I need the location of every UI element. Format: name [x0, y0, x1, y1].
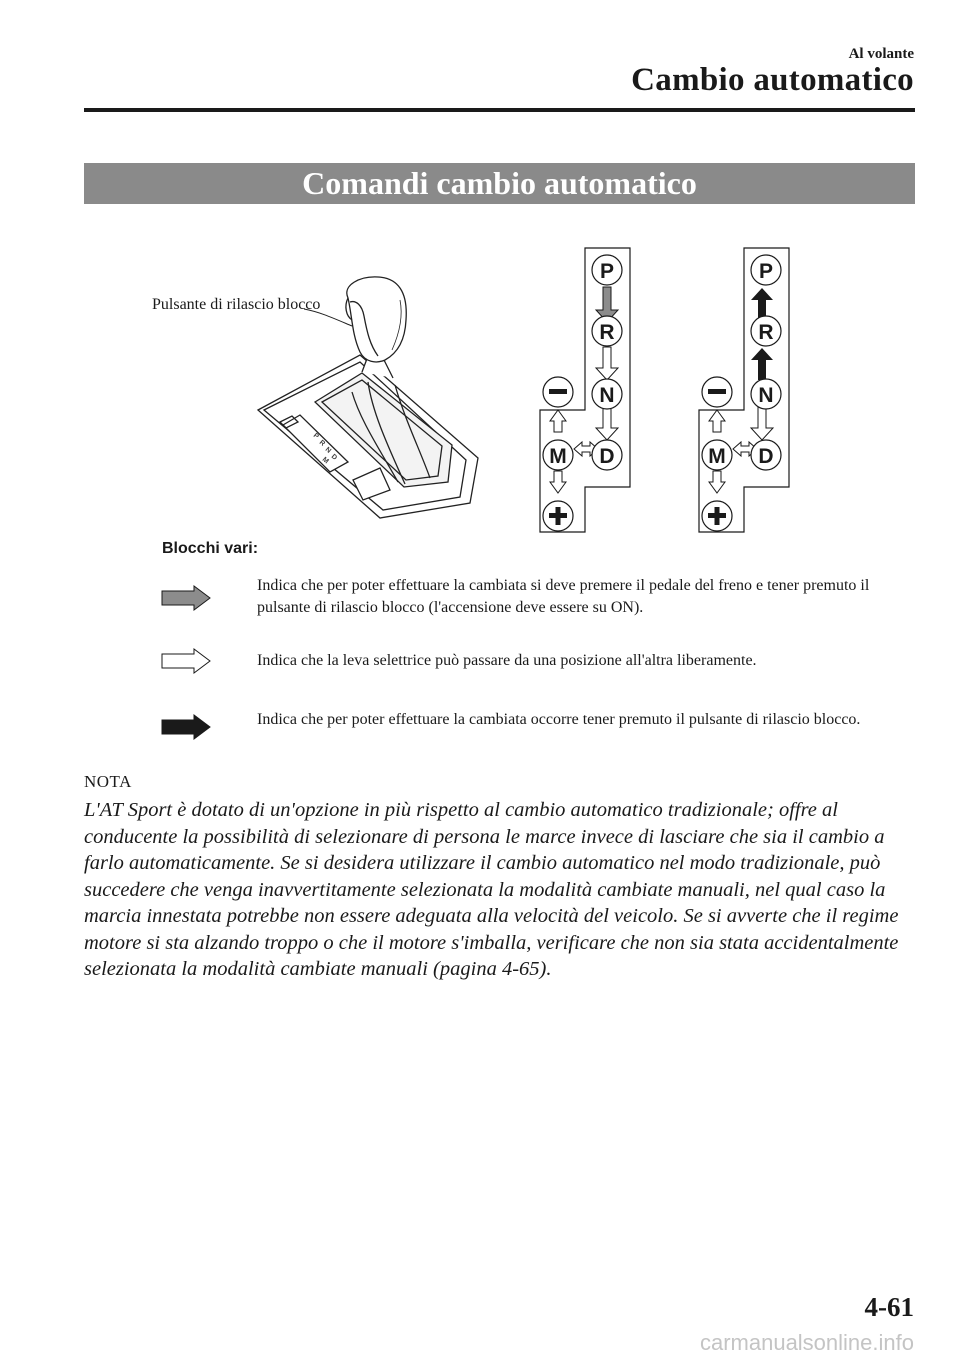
section-banner: Comandi cambio automatico [84, 163, 915, 204]
note-title: NOTA [84, 772, 132, 791]
white-arrow-icon [160, 647, 212, 675]
release-button-callout: Pulsante di rilascio blocco [152, 296, 321, 313]
gate1-label-m: M [549, 445, 567, 468]
black-arrow-icon [160, 713, 212, 741]
black-lock-arrow-2 [751, 348, 773, 380]
header-title: Cambio automatico [631, 62, 914, 98]
black-lock-arrow-1 [751, 288, 773, 320]
note-body: L'AT Sport è dotato di un'opzione in più rispetto al cambio automatico tradizionale; offre al conducente la possibilità di selezionare di persona le marce invece di lasciare che sia il cambio a farlo automaticamente. Se si desidera utilizzare il cambio automatico nel modo tradizionale, può succedere che venga inavvertitamente selezionata la modalità cambiate manuali, nel qual caso la marcia innestata potrebbe non essere adeguata alla velocità del veicolo. Se si avverte che il regime motore si sta alzando troppo o che il motore s'imballa, verificare che non sia stata accidentalmente selezionata la modalità cambiate manuali (pagina 4-65). [84, 799, 899, 980]
gate1-minus-icon [549, 389, 567, 394]
gate2-label-m: M [708, 445, 726, 468]
watermark: carmanualsonline.info [699, 1330, 914, 1355]
header-section: Al volante [848, 46, 914, 62]
gate1-label-d: D [599, 445, 615, 468]
shifter-figure [0, 0, 960, 560]
page-number: 4-61 [864, 1292, 914, 1322]
gate2-label-n: N [758, 384, 774, 407]
locks-title: Blocchi vari: [162, 540, 259, 557]
lock-description-white: Indica che la leva selettrice può passare da una posizione all'altra liberamente. [257, 652, 757, 669]
panel-letter-r: R [317, 439, 327, 448]
lock-description-gray: Indica che per poter effettuare la cambiata si deve premere il pedale del freno e tener premuto il pulsante di rilascio blocco (l'accensione deve essere su ON). [257, 577, 870, 616]
shift-gate-diagram-1 [540, 248, 630, 532]
lock-description-black: Indica che per poter effettuare la cambiata occorre tener premuto il pulsante di rilascio blocco. [257, 711, 861, 728]
panel-letter-m: M [320, 456, 330, 466]
gate1-label-p: P [599, 260, 615, 283]
gate1-label-n: N [599, 384, 615, 407]
panel-letter-n: N [323, 446, 333, 455]
panel-letter-p: P [311, 432, 320, 441]
gate2-label-p: P [758, 260, 774, 283]
shift-lever-illustration [258, 277, 478, 518]
gate2-minus-icon [708, 389, 726, 394]
shift-gate-diagram-2 [699, 248, 789, 532]
gate1-label-r: R [599, 321, 615, 344]
gate2-label-r: R [758, 321, 774, 344]
panel-letter-d: D [329, 453, 339, 462]
gate2-label-d: D [758, 445, 774, 468]
gray-arrow-icon [160, 584, 212, 612]
